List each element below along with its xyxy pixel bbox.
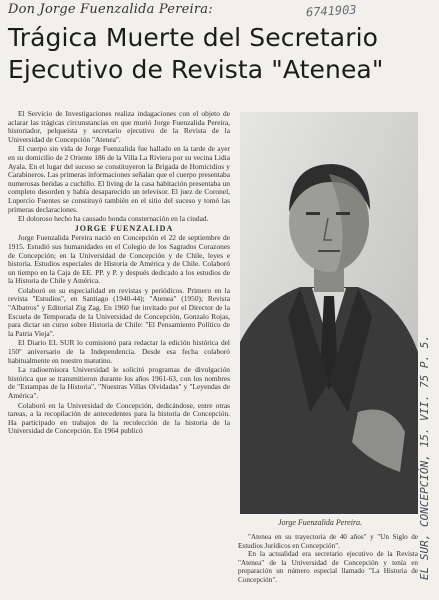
headline-line-2: Ejecutivo de Revista "Atenea" bbox=[8, 55, 384, 84]
body-paragraph: El doloroso hecho ha causado honda consternación en la ciudad. bbox=[18, 214, 209, 224]
portrait-illustration bbox=[240, 112, 418, 514]
bio-paragraph: El Diario EL SUR lo comisionó para redactar la edición histórica del 150º aniversario de la Independencia. Desde esa fecha colaboró habitualmente en nuestro matutino. bbox=[8, 338, 230, 365]
photo-caption: Jorge Fuenzalida Pereira. bbox=[278, 518, 363, 527]
body-paragraph: El Servicio de Investigaciones realiza indagaciones con el objeto de aclarar las trágicas circunstancias en que murió Jorge Fuenzalida Pereira, historiador, pelqueista y secretario ejecutivo de la Revista de la Universidad de Concepción "Atenea". bbox=[8, 109, 230, 144]
bio-paragraph: Colaboró en la Universidad de Concepción, dedicándose, entre otras tareas, a la recopilación de antecedentes para la historia de Concepción. Ha participado en trabajos de la recolección de la historia de la Universidad de Concepción. En 1964 publicó bbox=[8, 400, 230, 436]
body-paragraph: El cuerpo sin vida de Jorge Fuenzalida fue hallado en la tarde de ayer en su domicilio de 2 Oriente 186 de la Villa La Riviera por su vecina Lidia Ayala. En el lugar del suceso se constituyeron la Brigada de Homicidios y Carabineros. Las primeras informaciones señalan que el cuerpo presentaba numerosas heridas a cuchillo. El living de la casa habitación presentaba un completo desorden y había desaparecido un televisor. El juez de Coronel, Lupercio Fuentes se constituyó también en el sitio del suceso y tomó las primeras declaraciones. bbox=[8, 144, 230, 214]
bio-paragraph: Jorge Fuenzalida Pereira nació en Concepción el 22 de septiembre de 1915. Estudió sus humanidades en el Colegio de los Sagrados Corazones de Concepción; en la Universidad de Concepción y de Chile, leyes e historia. Estudios especiales de Historia de América y de Chile. Colaboró un tiempo en la Caja de EE. PP. y P. y después dedicado a los estudios de la Historia de Chile y América. bbox=[8, 233, 230, 286]
handwritten-archive-number: 6741903 bbox=[305, 2, 357, 20]
article-body-left-column bbox=[8, 110, 230, 437]
headline-line-1: Trágica Muerte del Secretario bbox=[8, 23, 379, 52]
bio-paragraph: Colaboró en su especialidad en revistas y periódicos. Primero en la revista "Estudios", en Santiago (1940-44); "Atenea" (1950); Revista "Albatros" y Editorial Zig Zag. En 1960 fue invitado por el Director de la Escuela de Temporada de la Universidad de Concepción, Gonzalo Rojas, para dictar un curso sobre Historia de Chile: "El Pensamiento Político de la Patria Vieja". bbox=[8, 285, 230, 338]
article-kicker: Don Jorge Fuenzalida Pereira: bbox=[8, 2, 213, 17]
section-subhead: JORGE FUENZALIDA bbox=[74, 223, 174, 233]
body-paragraph: En la actualidad era secretario ejecutivo de la Revista "Atenea" de la Universidad de Concepción y tenía en preparación un número especial llamado "La Historia de Concepción". bbox=[238, 550, 418, 584]
article-body-right-column bbox=[238, 533, 418, 584]
body-paragraph: "Atenea en su trayectoria de 40 años" y "Un Siglo de Estudios Jurídicos en Concepción". bbox=[238, 533, 418, 550]
portrait-photo bbox=[240, 112, 418, 514]
bio-paragraph: La radioemisora Universidad le solicitó programas de divulgación histórica que se transmitieron durante los años 1961-63, con los nombres de "Estampas de la Historia", "Nuestras Villas Olvidadas" y "Leyendas de América". bbox=[8, 365, 230, 400]
handwritten-source-note: EL SUR, CONCEPCIÓN, 15. VII. 75 P. 5. bbox=[418, 334, 431, 580]
article-headline bbox=[8, 22, 428, 86]
